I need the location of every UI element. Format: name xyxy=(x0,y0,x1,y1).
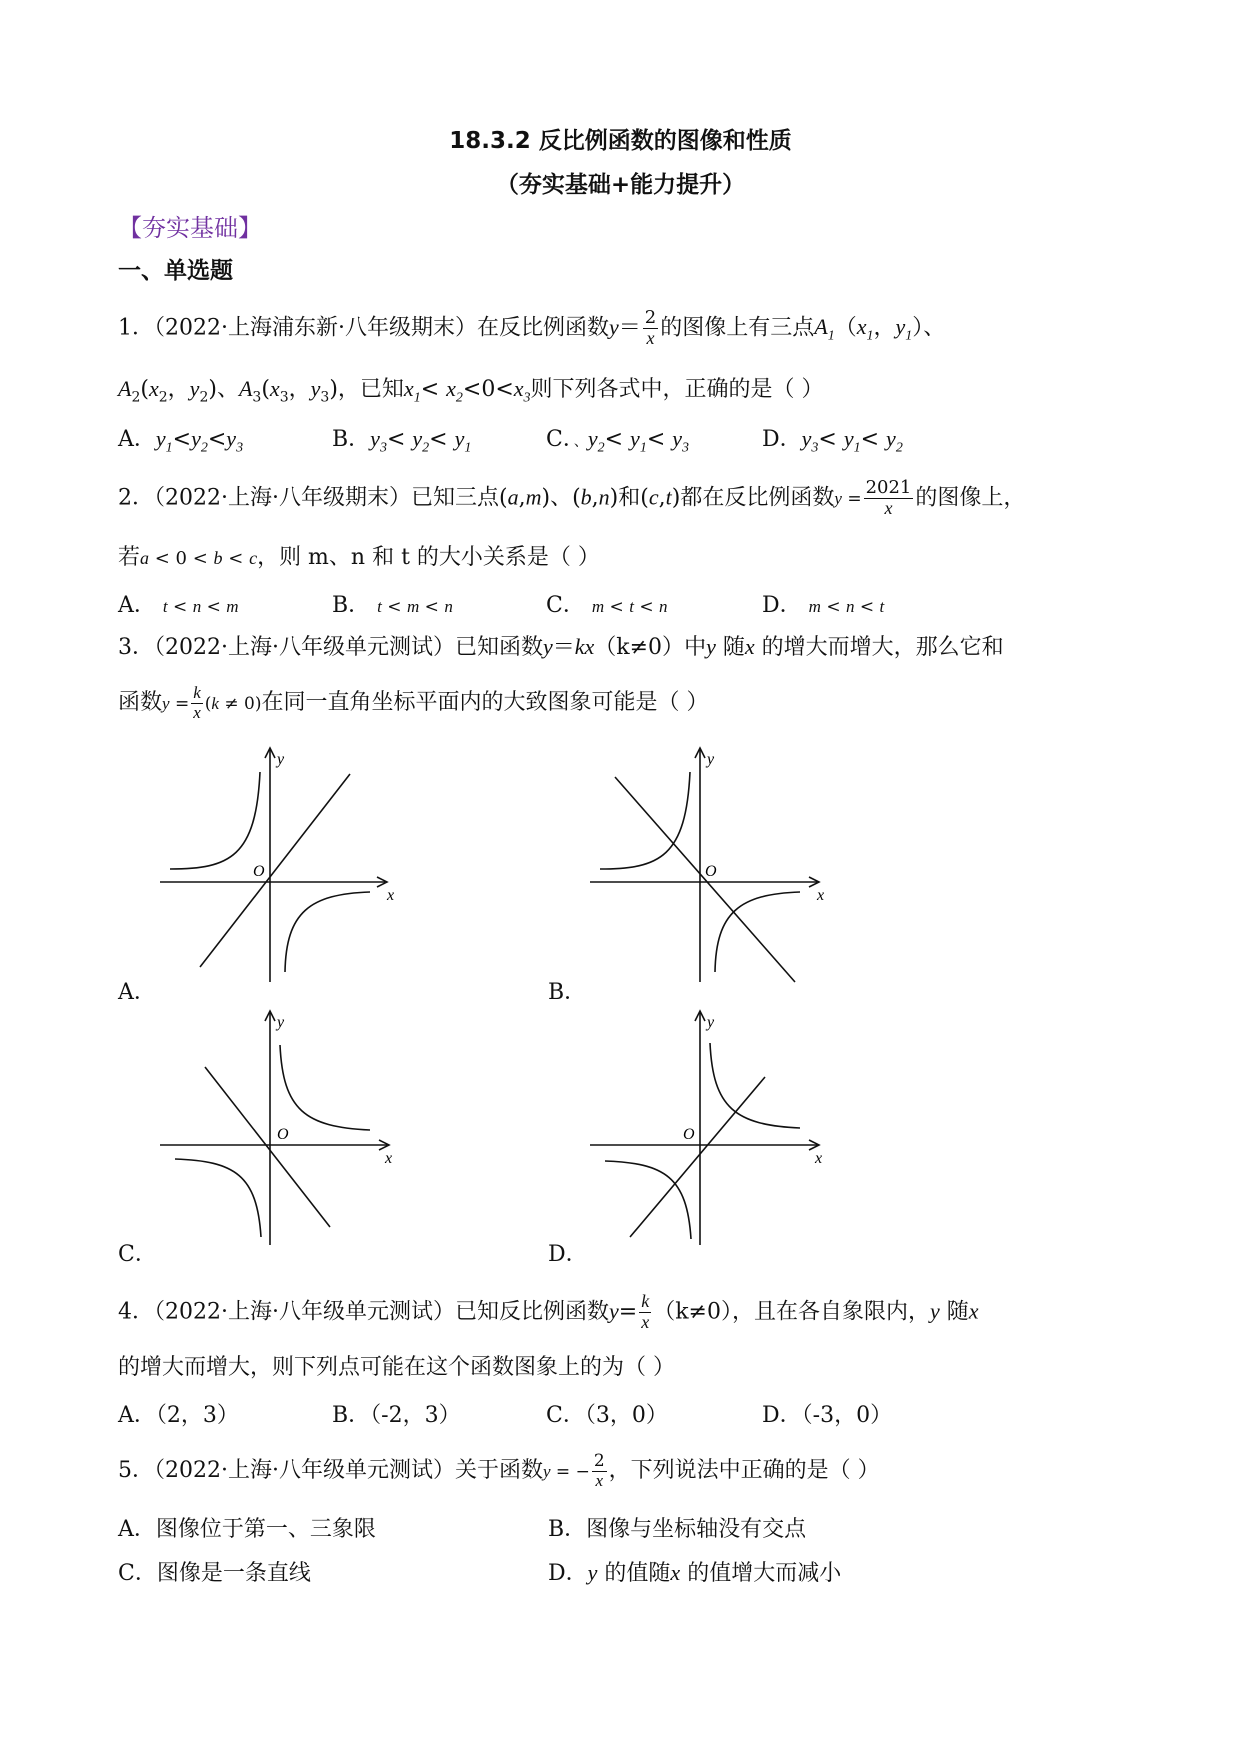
q1-option-d[interactable]: D．$y_3< y_1< y_2$ xyxy=(762,426,903,456)
section-tag: 【夯实基础】 xyxy=(118,214,262,242)
svg-text:O: O xyxy=(683,1126,695,1143)
svg-text:O: O xyxy=(253,863,265,880)
svg-text:x: x xyxy=(815,1150,823,1167)
q4-line1: 4．（2022·上海·八年级单元测试）已知反比例函数y= $\frac{k}{x}$ （k≠0），且在各自象限内，y 随x xyxy=(118,1291,979,1332)
q2-option-d[interactable]: D． m < n < t xyxy=(762,593,885,618)
graph-b-label: B． xyxy=(548,980,587,1005)
q5-option-c[interactable]: C．图像是一条直线 xyxy=(118,1561,311,1586)
q3-line2: 函数y = $\frac{k}{x}$ (k ≠ 0)在同一直角坐标平面内的大致图象可能是（ ） xyxy=(118,683,709,722)
q5-option-d[interactable]: D．y 的值随x 的值增大而减小 xyxy=(548,1560,842,1586)
q2-line1: 2．（2022·上海·八年级期末）已知三点(a,m)、(b,n)和(c,t)都在反比例函数y = $\frac{2021}{x}$ 的图像上， xyxy=(118,477,1026,518)
q1-line1: 1．（2022·上海浦东新·八年级期末）在反比例函数y＝ $\frac{2}{x}$ 的图像上有三点$A_1(x_1$，$y_1$）、 xyxy=(118,307,946,348)
svg-text:x: x xyxy=(387,887,395,904)
q4-option-b[interactable]: B．（-2，3） xyxy=(332,1403,461,1428)
q1-option-a[interactable]: A．$y_1<y_2<y_3$ xyxy=(118,426,244,456)
q4-option-c[interactable]: C．（3，0） xyxy=(546,1403,668,1428)
q2-option-a[interactable]: A． t < n < m xyxy=(118,593,239,618)
q2-fraction: $\frac{2021}{x}$ xyxy=(865,477,912,518)
page-title: 18.3.2 反比例函数的图像和性质 xyxy=(449,128,792,154)
graph-d[interactable] xyxy=(585,1005,830,1250)
q5-line1: 5．（2022·上海·八年级单元测试）关于函数y = − $\frac{2}{x}$ ，下列说法中正确的是（ ） xyxy=(118,1451,880,1490)
q2-option-b[interactable]: B． t < m < n xyxy=(332,593,453,618)
q4-option-d[interactable]: D．（-3，0） xyxy=(762,1403,893,1428)
q3-line1: 3．（2022·上海·八年级单元测试）已知函数y＝kx（k≠0）中y 随x 的增大而增大，那么它和 xyxy=(118,634,1004,660)
q1-line2: $A_2(x_2$，$y_2$)、$A_3(x_3$，$y_3$)，已知$x_1< x_2<0<x_3$则下列各式中，正确的是（ ） xyxy=(118,376,824,406)
q2-line2: 若a < 0 < b < c，则 m、n 和 t 的大小关系是（ ） xyxy=(118,545,600,570)
graph-d-label: D． xyxy=(548,1242,588,1267)
q5-option-a[interactable]: A．图像位于第一、三象限 xyxy=(118,1517,376,1542)
graph-a-label: A． xyxy=(118,980,156,1005)
q1-fraction: $\frac{2}{x}$ xyxy=(644,307,657,348)
svg-text:y: y xyxy=(707,751,715,768)
q4-line2: 的增大而增大，则下列点可能在这个函数图象上的为（ ） xyxy=(118,1355,675,1380)
graph-c-label: C． xyxy=(118,1242,157,1267)
q1-option-c[interactable]: C．、$y_2< y_1< y_3$ xyxy=(546,426,690,456)
svg-text:y: y xyxy=(277,1014,285,1031)
q4-option-a[interactable]: A．（2，3） xyxy=(118,1403,239,1428)
graph-b[interactable] xyxy=(585,742,830,987)
section-heading: 一、单选题 xyxy=(118,258,233,284)
svg-text:O: O xyxy=(277,1126,289,1143)
graph-a[interactable] xyxy=(155,742,400,987)
svg-text:O: O xyxy=(705,863,717,880)
svg-text:x: x xyxy=(817,887,825,904)
q5-option-b[interactable]: B．图像与坐标轴没有交点 xyxy=(548,1517,807,1542)
svg-text:y: y xyxy=(277,751,285,768)
svg-text:x: x xyxy=(385,1150,393,1167)
q2-option-c[interactable]: C． m < t < n xyxy=(546,593,668,618)
q1-option-b[interactable]: B．$y_3< y_2< y_1$ xyxy=(332,426,472,456)
svg-text:y: y xyxy=(707,1014,715,1031)
graph-c[interactable] xyxy=(155,1005,400,1250)
page-subtitle: （夯实基础+能力提升） xyxy=(495,172,746,198)
